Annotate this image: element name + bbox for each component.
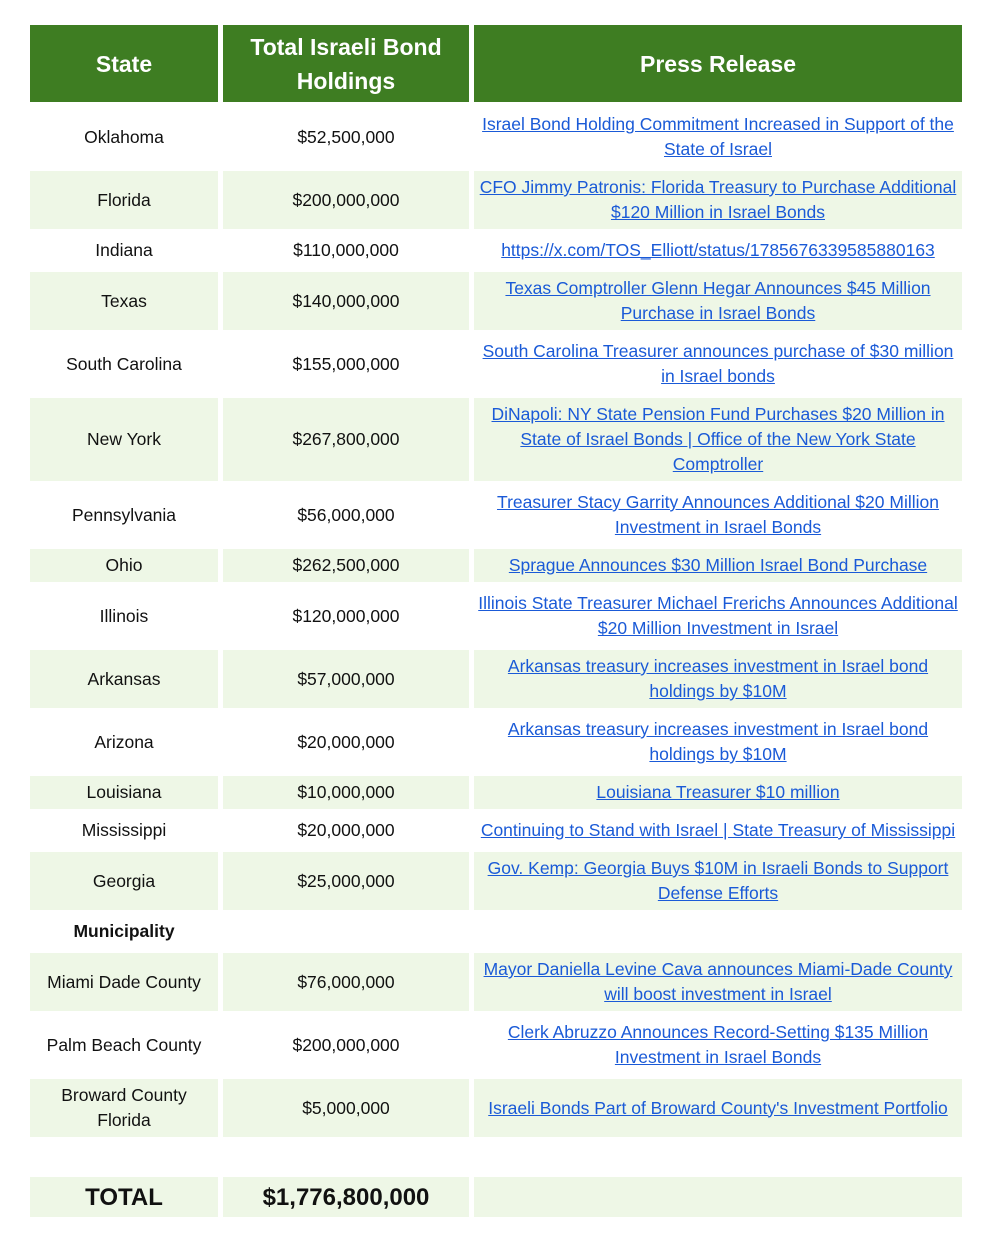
municipality-cell: Palm Beach County [30, 1016, 218, 1079]
total-amount: $1,776,800,000 [223, 1177, 469, 1222]
amount-cell: $155,000,000 [223, 335, 469, 398]
table-row [30, 650, 962, 713]
header-press-release: Press Release [474, 25, 962, 108]
state-cell: Mississippi [30, 814, 218, 852]
press-release-link[interactable]: Sprague Announces $30 Million Israel Bond Purchase [508, 555, 928, 575]
municipality-label: Municipality [30, 915, 218, 953]
press-release-link[interactable]: Continuing to Stand with Israel | State Treasury of Mississippi [480, 820, 956, 840]
table-row [30, 776, 962, 814]
amount-cell: $25,000,000 [223, 852, 469, 915]
press-cell [474, 108, 962, 171]
header-holdings: Total Israeli Bond Holdings [223, 25, 469, 108]
press-release-link[interactable]: Israeli Bonds Part of Broward County's Investment Portfolio [488, 1097, 948, 1118]
press-cell [474, 335, 962, 398]
state-cell: Texas [30, 272, 218, 335]
press-cell [474, 549, 962, 587]
amount-cell: $140,000,000 [223, 272, 469, 335]
total-row [30, 1177, 962, 1222]
table-row [30, 171, 962, 234]
press-cell [474, 587, 962, 650]
amount-cell: $10,000,000 [223, 776, 469, 814]
press-cell [474, 650, 962, 713]
press-release-link[interactable]: Clerk Abruzzo Announces Record-Setting $135 Million Investment in Israel Bonds [507, 1022, 929, 1067]
state-cell: New York [30, 398, 218, 486]
press-cell [474, 713, 962, 776]
press-cell [474, 171, 962, 234]
total-empty-cell [474, 1177, 962, 1222]
amount-cell: $120,000,000 [223, 587, 469, 650]
state-cell: Illinois [30, 587, 218, 650]
press-release-link[interactable]: DiNapoli: NY State Pension Fund Purchases $20 Million in State of Israel Bonds | Office of the New York State Comptroller [491, 404, 945, 474]
table-row [30, 234, 962, 272]
bond-holdings-table [25, 25, 967, 1222]
state-cell: Ohio [30, 549, 218, 587]
amount-cell: $110,000,000 [223, 234, 469, 272]
table-row [30, 486, 962, 549]
table-row [30, 953, 962, 1016]
press-release-link[interactable]: https://x.com/TOS_Elliott/status/1785676339585880163 [501, 240, 935, 260]
table-row [30, 549, 962, 587]
table-row [30, 1079, 962, 1142]
press-release-link[interactable]: Israel Bond Holding Commitment Increased in Support of the State of Israel [482, 114, 954, 159]
press-release-link[interactable]: Texas Comptroller Glenn Hegar Announces $45 Million Purchase in Israel Bonds [505, 278, 931, 323]
table-row [30, 587, 962, 650]
press-release-link[interactable]: Gov. Kemp: Georgia Buys $10M in Israeli Bonds to Support Defense Efforts [487, 858, 949, 903]
press-release-link[interactable]: CFO Jimmy Patronis: Florida Treasury to Purchase Additional $120 Million in Israel Bonds [479, 177, 957, 222]
press-cell [474, 1079, 962, 1142]
press-release-link[interactable]: Arkansas treasury increases investment in Israel bond holdings by $10M [507, 656, 929, 701]
press-cell [474, 486, 962, 549]
table-row [30, 814, 962, 852]
state-cell: Oklahoma [30, 108, 218, 171]
press-cell [474, 852, 962, 915]
amount-cell: $5,000,000 [223, 1079, 469, 1142]
press-cell [474, 272, 962, 335]
bond-holdings-table-container [30, 25, 962, 1222]
press-release-link[interactable]: South Carolina Treasurer announces purchase of $30 million in Israel bonds [482, 341, 954, 386]
table-row [30, 852, 962, 915]
amount-cell: $267,800,000 [223, 398, 469, 486]
amount-cell: $52,500,000 [223, 108, 469, 171]
press-release-link[interactable]: Illinois State Treasurer Michael Frerichs Announces Additional $20 Million Investment in Israel [478, 593, 958, 638]
state-cell: South Carolina [30, 335, 218, 398]
press-release-link[interactable]: Louisiana Treasurer $10 million [596, 782, 840, 802]
press-cell [474, 953, 962, 1016]
municipality-cell: Broward County Florida [30, 1079, 218, 1142]
amount-cell: $76,000,000 [223, 953, 469, 1016]
amount-cell: $200,000,000 [223, 171, 469, 234]
state-cell: Georgia [30, 852, 218, 915]
table-row [30, 272, 962, 335]
table-row [30, 398, 962, 486]
spacer-row [30, 1142, 962, 1177]
press-release-link[interactable]: Mayor Daniella Levine Cava announces Miami-Dade County will boost investment in Israel [483, 959, 953, 1004]
state-cell: Florida [30, 171, 218, 234]
table-row [30, 713, 962, 776]
press-cell [474, 234, 962, 272]
amount-cell: $262,500,000 [223, 549, 469, 587]
state-cell: Arizona [30, 713, 218, 776]
total-label: TOTAL [30, 1177, 218, 1222]
press-cell [474, 1016, 962, 1079]
header-row [30, 25, 962, 108]
press-cell [474, 398, 962, 486]
amount-cell: $20,000,000 [223, 814, 469, 852]
press-cell [474, 814, 962, 852]
header-state: State [30, 25, 218, 108]
press-release-link[interactable]: Arkansas treasury increases investment in Israel bond holdings by $10M [507, 719, 929, 764]
state-cell: Indiana [30, 234, 218, 272]
press-release-link[interactable]: Treasurer Stacy Garrity Announces Additional $20 Million Investment in Israel Bonds [497, 492, 939, 537]
table-row [30, 335, 962, 398]
state-cell: Arkansas [30, 650, 218, 713]
amount-cell: $56,000,000 [223, 486, 469, 549]
state-cell: Louisiana [30, 776, 218, 814]
amount-cell: $200,000,000 [223, 1016, 469, 1079]
table-row [30, 1016, 962, 1079]
amount-cell: $20,000,000 [223, 713, 469, 776]
table-row [30, 108, 962, 171]
municipality-cell: Miami Dade County [30, 953, 218, 1016]
amount-cell: $57,000,000 [223, 650, 469, 713]
press-cell [474, 776, 962, 814]
state-cell: Pennsylvania [30, 486, 218, 549]
municipality-section-row [30, 915, 962, 953]
